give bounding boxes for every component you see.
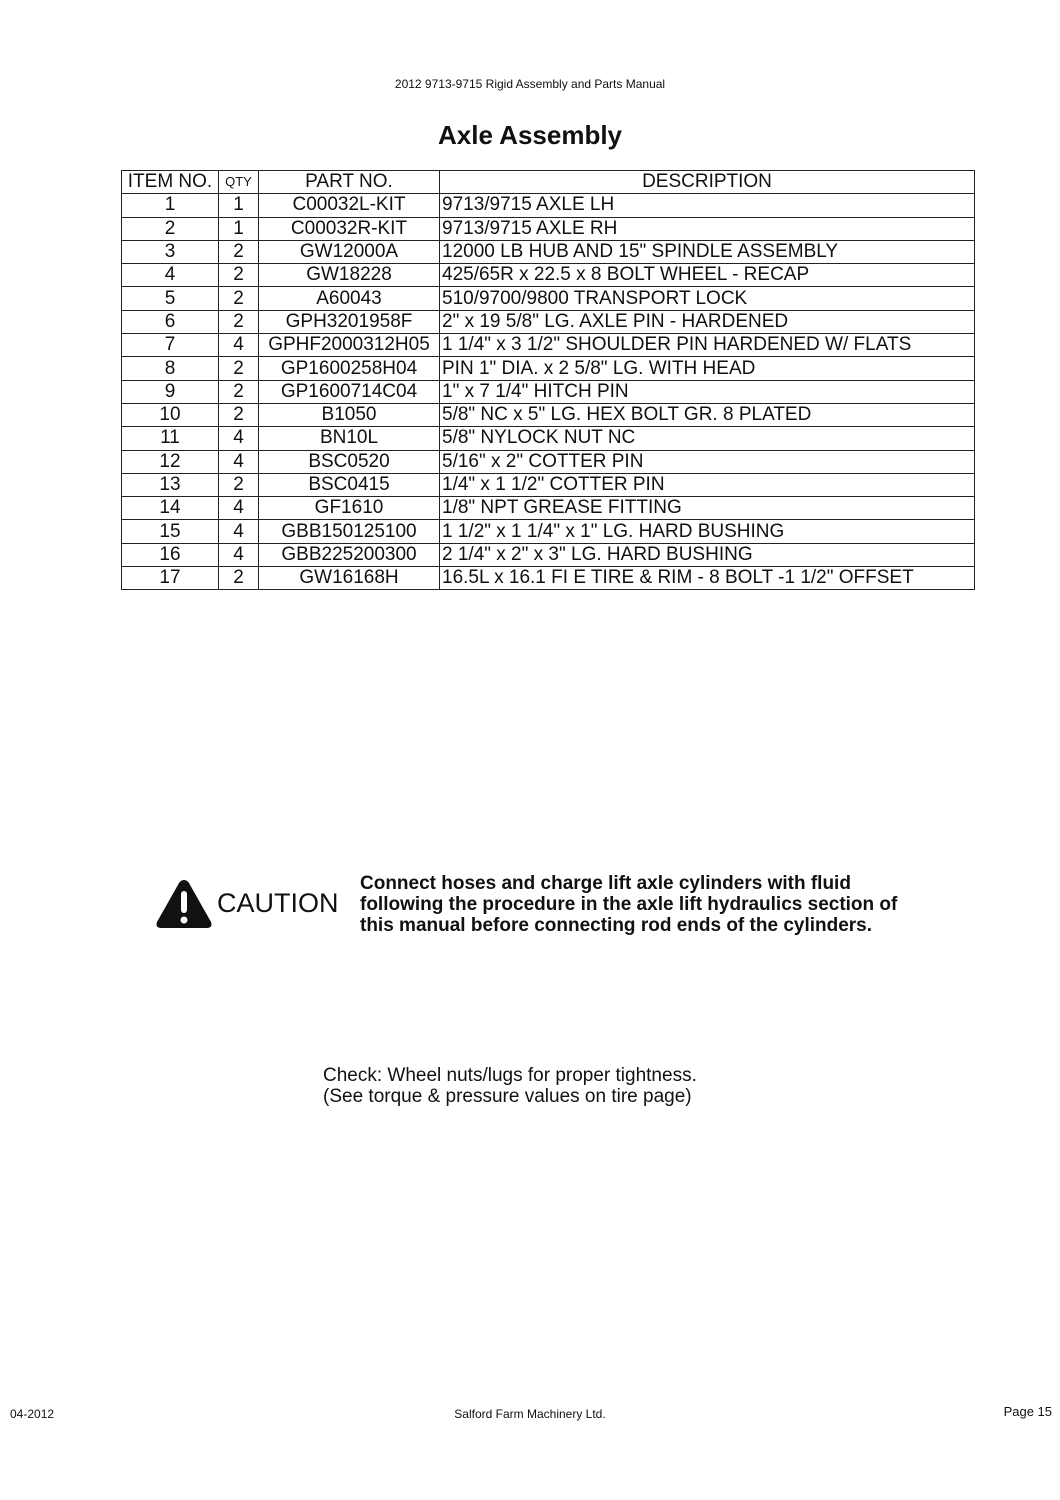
- cell-item-no: 17: [122, 567, 219, 590]
- column-header-item-no: ITEM NO.: [122, 171, 219, 194]
- cell-item-no: 16: [122, 543, 219, 566]
- cell-part-no: BSC0520: [259, 450, 440, 473]
- cell-qty: 4: [219, 543, 259, 566]
- table-row: [122, 543, 975, 566]
- cell-qty: 2: [219, 380, 259, 403]
- cell-part-no: A60043: [259, 287, 440, 310]
- cell-description: 425/65R x 22.5 x 8 BOLT WHEEL - RECAP: [440, 264, 975, 287]
- table-row: [122, 403, 975, 426]
- cell-qty: 4: [219, 450, 259, 473]
- cell-part-no: GBB150125100: [259, 520, 440, 543]
- cell-item-no: 5: [122, 287, 219, 310]
- cell-qty: 1: [219, 217, 259, 240]
- cell-qty: 4: [219, 497, 259, 520]
- cell-item-no: 11: [122, 427, 219, 450]
- cell-description: 1/8" NPT GREASE FITTING: [440, 497, 975, 520]
- page-header: 2012 9713-9715 Rigid Assembly and Parts Manual: [394, 77, 666, 91]
- check-note-line: Check: Wheel nuts/lugs for proper tightness.: [323, 1065, 697, 1086]
- cell-description: 9713/9715 AXLE RH: [440, 217, 975, 240]
- table-row: [122, 427, 975, 450]
- cell-description: 5/8" NC x 5" LG. HEX BOLT GR. 8 PLATED: [440, 403, 975, 426]
- cell-item-no: 10: [122, 403, 219, 426]
- cell-part-no: GW16168H: [259, 567, 440, 590]
- cell-description: 9713/9715 AXLE LH: [440, 194, 975, 217]
- cell-qty: 4: [219, 427, 259, 450]
- footer-page-number: Page 15: [1003, 1404, 1052, 1419]
- cell-description: 12000 LB HUB AND 15" SPINDLE ASSEMBLY: [440, 240, 975, 263]
- table-row: [122, 450, 975, 473]
- cell-qty: 4: [219, 520, 259, 543]
- cell-item-no: 14: [122, 497, 219, 520]
- cell-part-no: GBB225200300: [259, 543, 440, 566]
- cell-item-no: 2: [122, 217, 219, 240]
- cell-description: PIN 1" DIA. x 2 5/8" LG. WITH HEAD: [440, 357, 975, 380]
- table-row: [122, 240, 975, 263]
- table-row: [122, 567, 975, 590]
- check-note: [323, 1065, 697, 1107]
- cell-description: 1/4" x 1 1/2" COTTER PIN: [440, 473, 975, 496]
- cell-part-no: GP1600258H04: [259, 357, 440, 380]
- table-row: [122, 310, 975, 333]
- caution-label: CAUTION: [217, 888, 339, 918]
- cell-description: 5/16" x 2" COTTER PIN: [440, 450, 975, 473]
- cell-qty: 2: [219, 403, 259, 426]
- cell-part-no: BSC0415: [259, 473, 440, 496]
- cell-description: 2 1/4" x 2" x 3" LG. HARD BUSHING: [440, 543, 975, 566]
- cell-item-no: 6: [122, 310, 219, 333]
- cell-qty: 4: [219, 334, 259, 357]
- cell-description: 16.5L x 16.1 FI E TIRE & RIM - 8 BOLT -1 1/2" OFFSET: [440, 567, 975, 590]
- caution-message: [360, 873, 1000, 936]
- table-row: [122, 334, 975, 357]
- cell-description: 1" x 7 1/4" HITCH PIN: [440, 380, 975, 403]
- cell-qty: 2: [219, 567, 259, 590]
- cell-qty: 2: [219, 287, 259, 310]
- column-header-part-no: PART NO.: [259, 171, 440, 194]
- cell-description: 5/8" NYLOCK NUT NC: [440, 427, 975, 450]
- cell-description: 2" x 19 5/8" LG. AXLE PIN - HARDENED: [440, 310, 975, 333]
- cell-part-no: C00032R-KIT: [259, 217, 440, 240]
- table-row: [122, 357, 975, 380]
- cell-item-no: 12: [122, 450, 219, 473]
- cell-part-no: GW18228: [259, 264, 440, 287]
- parts-table-body: [122, 194, 975, 590]
- page-title: Axle Assembly: [437, 120, 623, 150]
- cell-part-no: GW12000A: [259, 240, 440, 263]
- cell-qty: 2: [219, 310, 259, 333]
- footer-date: 04-2012: [10, 1407, 55, 1421]
- cell-item-no: 15: [122, 520, 219, 543]
- table-row: [122, 194, 975, 217]
- caution-line: following the procedure in the axle lift hydraulics section of: [360, 894, 898, 915]
- table-row: [122, 217, 975, 240]
- cell-part-no: GPHF2000312H05: [259, 334, 440, 357]
- table-row: [122, 497, 975, 520]
- cell-qty: 2: [219, 357, 259, 380]
- table-row: [122, 287, 975, 310]
- cell-part-no: GP1600714C04: [259, 380, 440, 403]
- cell-description: 1 1/4" x 3 1/2" SHOULDER PIN HARDENED W/ FLATS: [440, 334, 975, 357]
- cell-qty: 2: [219, 264, 259, 287]
- cell-item-no: 7: [122, 334, 219, 357]
- caution-line: this manual before connecting rod ends of the cylinders.: [360, 915, 873, 936]
- cell-part-no: GF1610: [259, 497, 440, 520]
- cell-item-no: 4: [122, 264, 219, 287]
- cell-description: 510/9700/9800 TRANSPORT LOCK: [440, 287, 975, 310]
- cell-qty: 2: [219, 240, 259, 263]
- table-row: [122, 380, 975, 403]
- table-row: [122, 520, 975, 543]
- footer-company: Salford Farm Machinery Ltd.: [454, 1407, 606, 1421]
- table-header-row: [122, 171, 975, 194]
- cell-item-no: 3: [122, 240, 219, 263]
- parts-table: [121, 170, 975, 590]
- caution-line: Connect hoses and charge lift axle cylinders with fluid: [360, 873, 851, 894]
- cell-item-no: 1: [122, 194, 219, 217]
- cell-item-no: 9: [122, 380, 219, 403]
- column-header-description: DESCRIPTION: [440, 171, 975, 194]
- table-row: [122, 473, 975, 496]
- cell-item-no: 13: [122, 473, 219, 496]
- cell-qty: 1: [219, 194, 259, 217]
- cell-qty: 2: [219, 473, 259, 496]
- cell-description: 1 1/2" x 1 1/4" x 1" LG. HARD BUSHING: [440, 520, 975, 543]
- cell-item-no: 8: [122, 357, 219, 380]
- cell-part-no: GPH3201958F: [259, 310, 440, 333]
- cell-part-no: BN10L: [259, 427, 440, 450]
- table-row: [122, 264, 975, 287]
- check-note-line: (See torque & pressure values on tire page): [323, 1086, 692, 1107]
- column-header-qty: QTY: [219, 171, 259, 194]
- cell-part-no: B1050: [259, 403, 440, 426]
- cell-part-no: C00032L-KIT: [259, 194, 440, 217]
- warning-triangle-icon: [155, 878, 213, 930]
